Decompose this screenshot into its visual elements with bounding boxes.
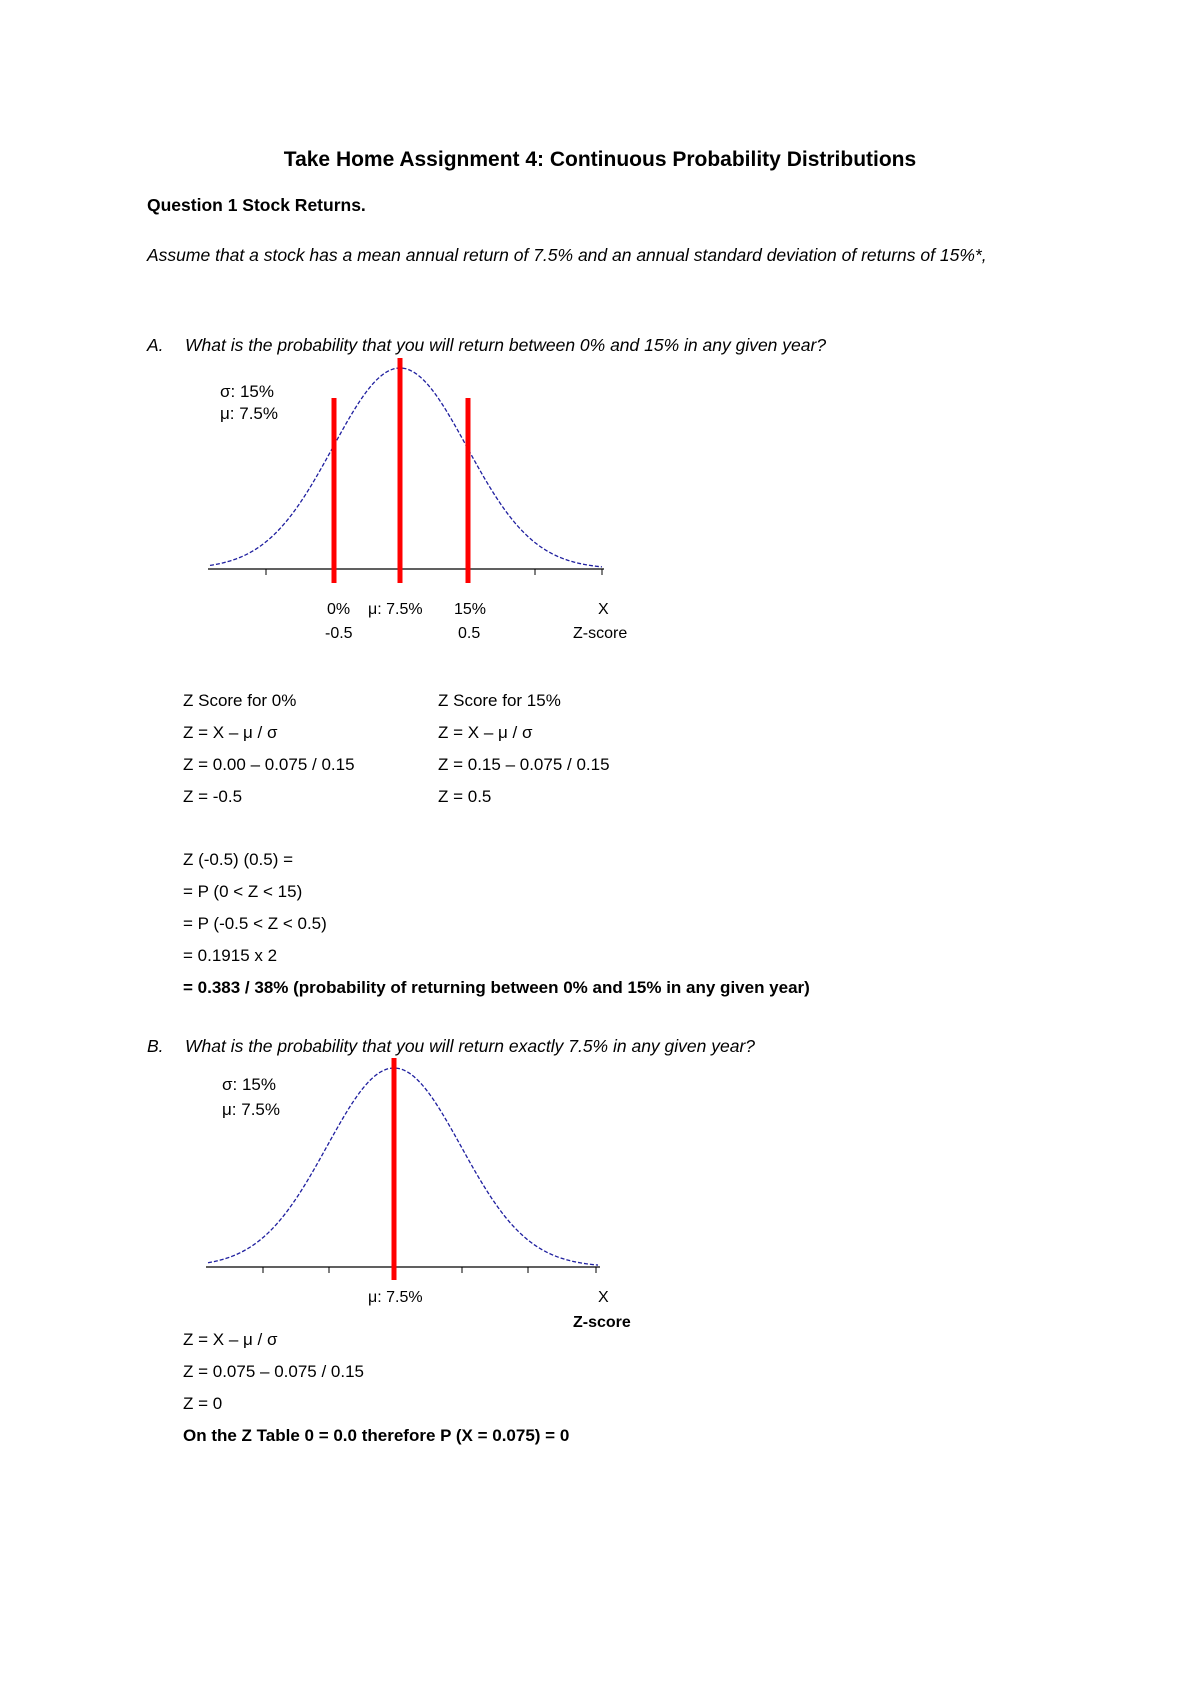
normal-curve xyxy=(208,1068,598,1265)
part-a-steps xyxy=(183,844,810,1004)
zscore-right-formula: Z = X – μ / σ xyxy=(438,723,533,742)
document-title: Take Home Assignment 4: Continuous Probability Distributions xyxy=(283,148,917,171)
part-a-question: What is the probability that you will return between 0% and 15% in any given year? xyxy=(185,335,827,355)
question-1-heading: Question 1 Stock Returns. xyxy=(147,195,366,215)
x-label-mid: μ: 7.5% xyxy=(368,601,423,618)
axis-label-z: Z-score xyxy=(573,625,628,642)
step-line: Z = 0.075 – 0.075 / 0.15 xyxy=(183,1362,364,1381)
part-b-question: What is the probability that you will return exactly 7.5% in any given year? xyxy=(185,1036,756,1056)
step-line: = 0.1915 x 2 xyxy=(183,946,278,965)
part-b-steps xyxy=(183,1324,569,1452)
sigma-label: σ: 15% xyxy=(220,382,274,401)
step-line: Z (-0.5) (0.5) = xyxy=(183,850,294,869)
step-line: Z = X – μ / σ xyxy=(183,1330,278,1349)
zscore-left-title: Z Score for 0% xyxy=(183,691,297,710)
zscore-right-block xyxy=(438,685,610,813)
mu-label: μ: 7.5% xyxy=(220,404,278,423)
zscore-right-title: Z Score for 15% xyxy=(438,691,561,710)
axis-label-x: X xyxy=(598,601,609,618)
sigma-label: σ: 15% xyxy=(222,1075,276,1094)
z-label-right: 0.5 xyxy=(458,625,481,642)
question-1-intro: Assume that a stock has a mean annual return of 7.5% and an annual standard deviation of returns of 15%*, xyxy=(147,245,987,265)
axis-label-z: Z-score xyxy=(573,1314,631,1331)
mu-label: μ: 7.5% xyxy=(222,1100,280,1119)
zscore-right-calc: Z = 0.15 – 0.075 / 0.15 xyxy=(438,755,610,774)
x-label-left: 0% xyxy=(327,601,351,618)
step-line: = P (0 < Z < 15) xyxy=(183,882,303,901)
step-line: Z = 0 xyxy=(183,1394,223,1413)
part-b-normal-curve-diagram xyxy=(0,1040,1200,1340)
part-a-letter: A. xyxy=(147,335,164,355)
axis-label-x: X xyxy=(598,1289,609,1306)
zscore-left-result: Z = -0.5 xyxy=(183,787,243,806)
part-b-answer: On the Z Table 0 = 0.0 therefore P (X = 0.075) = 0 xyxy=(183,1426,570,1445)
part-a-normal-curve-diagram xyxy=(0,0,1200,660)
zscore-left-block xyxy=(183,685,355,813)
zscore-left-formula: Z = X – μ / σ xyxy=(183,723,278,742)
z-label-left: -0.5 xyxy=(325,625,353,642)
zscore-left-calc: Z = 0.00 – 0.075 / 0.15 xyxy=(183,755,355,774)
x-label-right: 15% xyxy=(454,601,487,618)
part-a-answer: = 0.383 / 38% (probability of returning between 0% and 15% in any given year) xyxy=(183,978,810,997)
part-b-letter: B. xyxy=(147,1036,164,1056)
x-label-mid: μ: 7.5% xyxy=(368,1289,423,1306)
step-line: = P (-0.5 < Z < 0.5) xyxy=(183,914,327,933)
zscore-right-result: Z = 0.5 xyxy=(438,787,492,806)
